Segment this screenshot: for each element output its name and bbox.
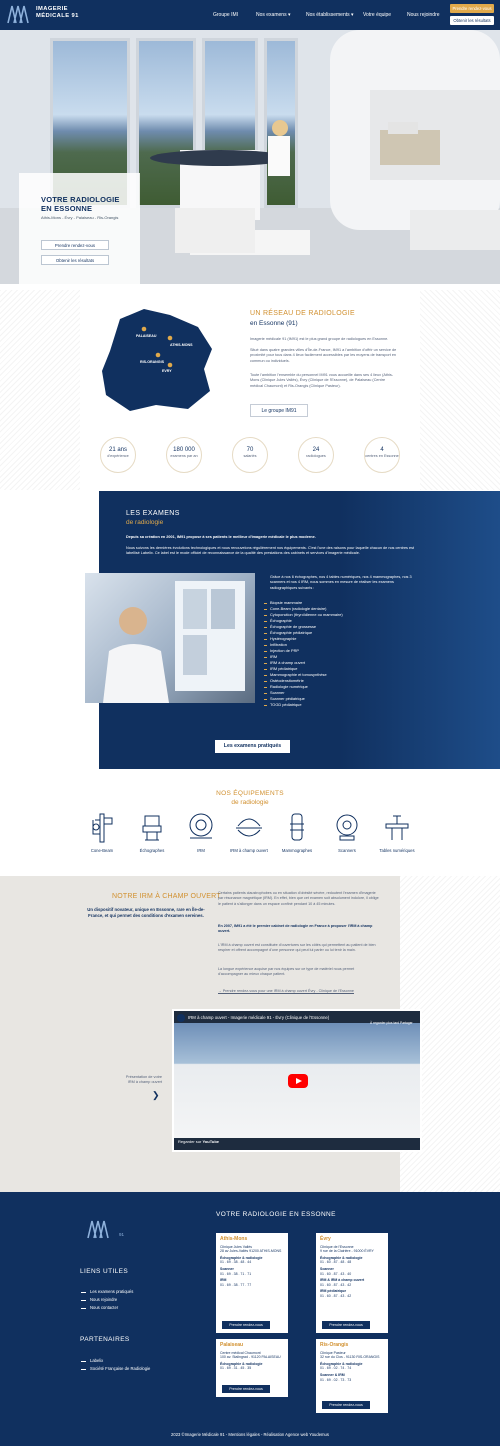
exam-item[interactable]: Cytoponction (thyroïdienne ou mammaire)	[270, 612, 343, 617]
nav-etablissements-label: Nos établissements	[306, 12, 350, 18]
brand-line2: MÉDICALE 91	[36, 13, 79, 19]
network-paragraph: Toute l'ambition l'ensemble du personnel IM91 vous accueille dans ses 4 lieux (Athis-Mons (Clinique Jules Vallès), Évry (Clinique de l'Essonne), de Palaiseau (Centre médical Chaumont) et Ris-Orangis (Clinique Pasteur).	[250, 373, 394, 388]
nav-rejoindre[interactable]: Nous rejoindre	[407, 12, 440, 18]
nav-equipe[interactable]: Votre équipe	[363, 12, 392, 18]
exam-item[interactable]: Cone-Beam (radiologie dentaire)	[270, 606, 327, 611]
chevron-down-icon: ▾	[287, 12, 291, 18]
hero-card	[19, 173, 140, 284]
doctor-xray-photo	[85, 573, 255, 703]
map-label-palaiseau: PALAISEAU	[136, 334, 157, 338]
equipment-label: Mammographes	[281, 848, 313, 853]
site-rdv-button[interactable]: Prendre rendez-vous	[322, 1401, 370, 1409]
equipment-scanners[interactable]	[320, 812, 374, 853]
service-label: Scanner	[220, 1266, 234, 1271]
watch-on-label: Regarder sur	[178, 1139, 202, 1144]
stat-employees	[232, 437, 268, 473]
partner-link[interactable]: Labelix	[90, 1358, 104, 1363]
scanner-icon	[332, 812, 362, 844]
site-place: Clinique Pasteur	[320, 1350, 346, 1355]
open-mri-paragraph: Certains patients claustrophobes ou en situation d'obésité sévère, redoutent l'examen d'imagerie par résonance magnétique (IRM). En effet, bien que cet examen soit absolument indolore, il oblige le patient à s'allonger dans un espace confiné pendant 10 à 45 minutes.	[218, 891, 379, 906]
hero-rdv-button[interactable]: Prendre rendez-vous	[41, 240, 109, 250]
exam-item[interactable]: Scanner	[270, 690, 285, 695]
decor-pattern	[0, 290, 80, 490]
service-label: IRM	[220, 1278, 227, 1283]
map-label-athis-mons: ATHIS-MONS	[170, 343, 193, 347]
service-phone[interactable]: 01 . 60 . 87 . 43 . 42	[320, 1282, 352, 1287]
stat-radiologists	[298, 437, 334, 473]
im91-logo[interactable]	[6, 3, 30, 25]
header-results-button[interactable]: Obtenir les résultats	[450, 16, 494, 25]
service-label: IRM & IRM à champ ouvert	[320, 1278, 365, 1283]
stat-label: examens par an	[170, 454, 198, 458]
service-phone[interactable]: 01 . 69 . 38 . 77 . 77	[220, 1282, 252, 1287]
exams-list-intro: Grâce à nos 6 échographes, nos 4 tables numériques, nos 4 mammographes, nos 3 scanners et nos 4 IRM, nous sommes en mesure de réaliser les examens radiographiques suivants :	[270, 575, 412, 590]
decor-pattern	[420, 290, 500, 490]
hero-results-button[interactable]: Obtenir les résultats	[41, 255, 109, 265]
site-card-palaiseau	[216, 1339, 288, 1397]
site-header	[0, 0, 500, 30]
equipment-label: Cone-Beam	[90, 848, 114, 853]
mri-icon	[186, 812, 216, 844]
network-paragraph: Situé dans quatre grandes villes d'Île-de-France, IM91 a l'ambition d'offrir un service de proximité pour tous dans 4 lieux facilement accessibles par les moyens de transport en commun ou individuels.	[250, 348, 397, 363]
exams-intro-2: Nous suivons les dernières évolutions technologiques et nous renouvelons régulièrement nos équipements. C'est l'une des raisons pour laquelle chacun de nos centres est labellisé Labelix. Ce label est le mode officiel de reconnaissance de la qualité des prestations des cabinets et services d'imagerie médicale.	[126, 546, 415, 556]
network-subtitle: en Essonne (91)	[250, 320, 298, 327]
youtube-logo: YouTube	[202, 1139, 219, 1144]
stat-exams	[166, 437, 202, 473]
site-name: Athis-Mons	[220, 1236, 248, 1242]
share-button[interactable]: Partager	[400, 1021, 413, 1025]
exams-subtitle: de radiologie	[126, 519, 164, 526]
service-phone[interactable]: 01 . 69 . 02 . 73 . 73	[320, 1377, 352, 1382]
exams-intro: Depuis sa création en 2001, IM91 propose à ses patients le meilleur d'imagerie médicale le plus moderne.	[126, 535, 316, 539]
site-name: Palaiseau	[220, 1342, 244, 1348]
nav-examens-label: Nos examens	[256, 12, 287, 18]
site-card-ris-orangis	[316, 1339, 388, 1413]
site-address: 28 av Jules-Vallès 91200 ATHIS-MONS	[220, 1249, 282, 1254]
copyright[interactable]: 2023 ©Imagerie Médicale 91 - Mentions légales - Réalisation Agence web Youdemus	[171, 1432, 329, 1437]
hero-title-line1: VOTRE RADIOLOGIE	[41, 195, 120, 204]
equipment-irm[interactable]	[174, 812, 228, 853]
service-phone[interactable]: 01 . 69 . 31 . 45 . 35	[220, 1366, 252, 1371]
header-rdv-button[interactable]: Prendre rendez-vous	[450, 4, 494, 13]
hero-locations: Athis-Mons - Évry - Palaiseau - Ris-Orangis	[41, 215, 119, 220]
equipment-label: Scanners	[338, 848, 356, 853]
exam-item[interactable]: TOGD pédiatrique	[270, 702, 302, 707]
video-title: IRM à champ ouvert - Imagerie médicale 91 - Évry (Clinique de l'Essonne)	[188, 1015, 330, 1020]
service-phone[interactable]: 01 . 60 . 87 . 43 . 42	[320, 1293, 352, 1298]
cone-beam-icon	[87, 812, 117, 844]
equipment-label: IRM à champ ouvert	[230, 848, 268, 853]
stat-value: 4	[380, 447, 384, 453]
stat-value: 70	[246, 447, 254, 453]
doctor-xray-illustration	[85, 573, 255, 703]
site-rdv-button[interactable]: Prendre rendez-vous	[322, 1321, 370, 1329]
equipment-title: NOS ÉQUIPEMENTS	[216, 790, 284, 797]
site-name: Évry	[320, 1236, 331, 1242]
equipment-echographes[interactable]	[125, 812, 179, 853]
service-label: Scanner & IRM	[320, 1372, 345, 1377]
exam-item[interactable]: Radiologie numérique	[270, 684, 308, 689]
open-mri-paragraph: En 2007, IM91 a été le premier cabinet de radiologie en France à proposer l'IRM à champ ouvert.	[218, 924, 373, 934]
channel-avatar	[177, 1014, 185, 1022]
exam-item[interactable]: Hystérographie	[270, 636, 297, 641]
essonne-map-shape	[100, 305, 218, 413]
exam-item[interactable]: Ostéodensitométrie	[270, 678, 304, 683]
service-phone[interactable]: 01 . 60 . 87 . 48 . 48	[320, 1260, 352, 1265]
mri-machine-illustration	[290, 30, 500, 284]
watch-on-youtube[interactable]	[178, 1139, 219, 1144]
exam-item[interactable]: Infiltration	[270, 642, 287, 647]
service-label: Échographie & radiologie	[220, 1255, 263, 1260]
open-mri-paragraph: La longue expérience acquise par nos équipes sur ce type de matériel nous permet d'accompagner au mieux chaque patient.	[218, 967, 355, 977]
open-mri-paragraph: L'IRM à champ ouvert est constituée d'ouvertures sur les côtés qui permettent au patient de bien respirer et offrent accompagné d'une personne qui peut lui parler ou lui tenir la main.	[218, 943, 376, 953]
exam-item[interactable]: Injection de PRP	[270, 648, 299, 653]
site-address: 100 av. Stalingrad - 91120 PALAISEAU	[220, 1355, 281, 1360]
site-place: Clinique de l'Essonne	[320, 1244, 354, 1249]
nav-etablissements[interactable]	[306, 12, 354, 18]
site-rdv-button[interactable]: Prendre rendez-vous	[222, 1385, 270, 1393]
partners-title: PARTENAIRES	[80, 1336, 130, 1343]
stat-label: salariés	[243, 454, 257, 458]
service-label: Échographie & radiologie	[320, 1255, 363, 1260]
stat-label: centres en Essonne	[365, 454, 399, 458]
exam-item[interactable]: Échographie pédiatrique	[270, 630, 313, 635]
site-card-evry	[316, 1233, 388, 1333]
hero-title	[41, 195, 120, 213]
exam-item[interactable]: Échographie de grossesse	[270, 624, 317, 629]
equipment-mammographes[interactable]	[270, 812, 324, 853]
stat-label: radiologues	[306, 454, 326, 458]
links-title: LIENS UTILES	[80, 1268, 129, 1275]
equipment-label: Tables numériques	[379, 848, 415, 853]
watch-later-button[interactable]: À regarder plus tard	[370, 1021, 400, 1025]
exam-item[interactable]: IRM	[270, 654, 278, 659]
service-label: IRM pédiatrique	[320, 1289, 347, 1294]
open-mri-lead: Un dispositif novateur, unique en Essonne, rare en Île-de-France, et qui permet des conditions d'examen sereines.	[87, 907, 205, 918]
stat-value: 180 000	[173, 447, 195, 453]
footer-link[interactable]: Les examens pratiqués	[90, 1289, 134, 1294]
essonne-map	[100, 305, 218, 413]
stat-value: 21 ans	[108, 447, 127, 453]
equipment-irm-open[interactable]	[222, 812, 276, 853]
exam-item[interactable]: Mammographie et tomosynthèse	[270, 672, 327, 677]
nav-groupe[interactable]: Groupe IMI	[213, 12, 239, 18]
service-phone[interactable]: 01 . 69 . 38 . 48 . 44	[220, 1260, 252, 1265]
equipment-cone-beam[interactable]	[75, 812, 129, 853]
exam-item[interactable]: IRM à champ ouvert	[270, 660, 306, 665]
exams-button[interactable]: Les examens pratiqués	[215, 740, 290, 753]
map-label-evry: EVRY	[162, 369, 172, 373]
mammography-icon	[282, 812, 312, 844]
service-phone[interactable]: 01 . 69 . 02 . 74 . 74	[320, 1366, 352, 1371]
stat-value: 24	[312, 447, 320, 453]
exam-item[interactable]: Biopsie mammaire	[270, 600, 303, 605]
equipment-tables[interactable]	[370, 812, 424, 853]
digital-table-icon	[382, 812, 412, 844]
exams-title: LES EXAMENS	[126, 510, 180, 517]
youtube-video[interactable]	[172, 1009, 422, 1152]
patient-and-technician-illustration	[120, 110, 320, 260]
site-address: 32 rue du Clos - 91130 RIS-ORANGIS	[320, 1355, 380, 1360]
site-place: Centre médical Chaumont	[220, 1350, 261, 1355]
service-label: Échographie & radiologie	[320, 1361, 363, 1366]
chevron-down-icon: ▾	[351, 12, 354, 18]
site-name: Ris-Orangis	[320, 1342, 349, 1348]
hero-title-line2: EN ESSONNE	[41, 204, 93, 213]
groupe-button[interactable]: Le groupe IM91	[250, 404, 308, 417]
play-icon	[296, 1078, 302, 1084]
partner-link[interactable]: Société Française de Radiologie	[90, 1366, 151, 1371]
stat-experience	[100, 437, 136, 473]
service-label: Échographie & radiologie	[220, 1361, 263, 1366]
equipment-label: Échographes	[139, 848, 165, 853]
open-mri-title: NOTRE IRM À CHAMP OUVERT	[112, 893, 221, 900]
hero-section	[0, 30, 500, 284]
network-paragraph: Imagerie médicale 91 (IM91) est le plus grand groupe de radiologues en Essonne.	[250, 337, 389, 341]
video-caption: Présentation de votre IRM à champ ouvert	[125, 1075, 162, 1084]
nav-examens[interactable]	[256, 12, 290, 18]
exam-item[interactable]: Scanner pédiatrique	[270, 696, 305, 701]
equipment-label: IRM	[197, 848, 205, 853]
play-button[interactable]	[288, 1074, 308, 1088]
service-label: Scanner	[320, 1266, 334, 1271]
stat-label: d'expérience	[107, 454, 129, 458]
brand-name	[36, 6, 79, 20]
equipment-subtitle: de radiologie	[231, 799, 269, 806]
stat-centers	[364, 437, 400, 473]
footer-logo-sub: 91	[119, 1232, 125, 1237]
site-rdv-button[interactable]: Prendre rendez-vous	[222, 1321, 270, 1329]
service-phone[interactable]: 01 . 60 . 87 . 43 . 40	[320, 1271, 352, 1276]
site-address: 9 rue de la Clairière - 91000 ÉVRY	[320, 1249, 374, 1254]
map-label-ris-orangis: RIS-ORANGIS	[140, 360, 164, 364]
service-phone[interactable]: 01 . 69 . 38 . 71 . 71	[220, 1271, 252, 1276]
footer-link[interactable]: Nous contacter	[90, 1305, 119, 1310]
footer-link[interactable]: Nous rejoindre	[90, 1297, 118, 1302]
site-place: Clinique Jules Vallès	[220, 1244, 253, 1249]
arrow-right-icon[interactable]: ❯	[152, 1090, 160, 1100]
open-mri-icon	[234, 812, 264, 844]
exam-item[interactable]: Échographie	[270, 618, 292, 623]
im91-footer-logo[interactable]	[86, 1218, 118, 1240]
open-mri-rdv-link[interactable]: → Prendre rendez-vous pour une IRM à champ ouvert Évry - Clinique de l'Essonne	[218, 989, 354, 993]
brand-line1: IMAGERIE	[36, 6, 68, 12]
site-card-athis-mons	[216, 1233, 288, 1333]
network-title: UN RÉSEAU DE RADIOLOGIE	[250, 310, 355, 317]
exam-item[interactable]: IRM pédiatrique	[270, 666, 298, 671]
ultrasound-icon	[137, 812, 167, 844]
footer-title: VOTRE RADIOLOGIE EN ESSONNE	[216, 1211, 336, 1218]
